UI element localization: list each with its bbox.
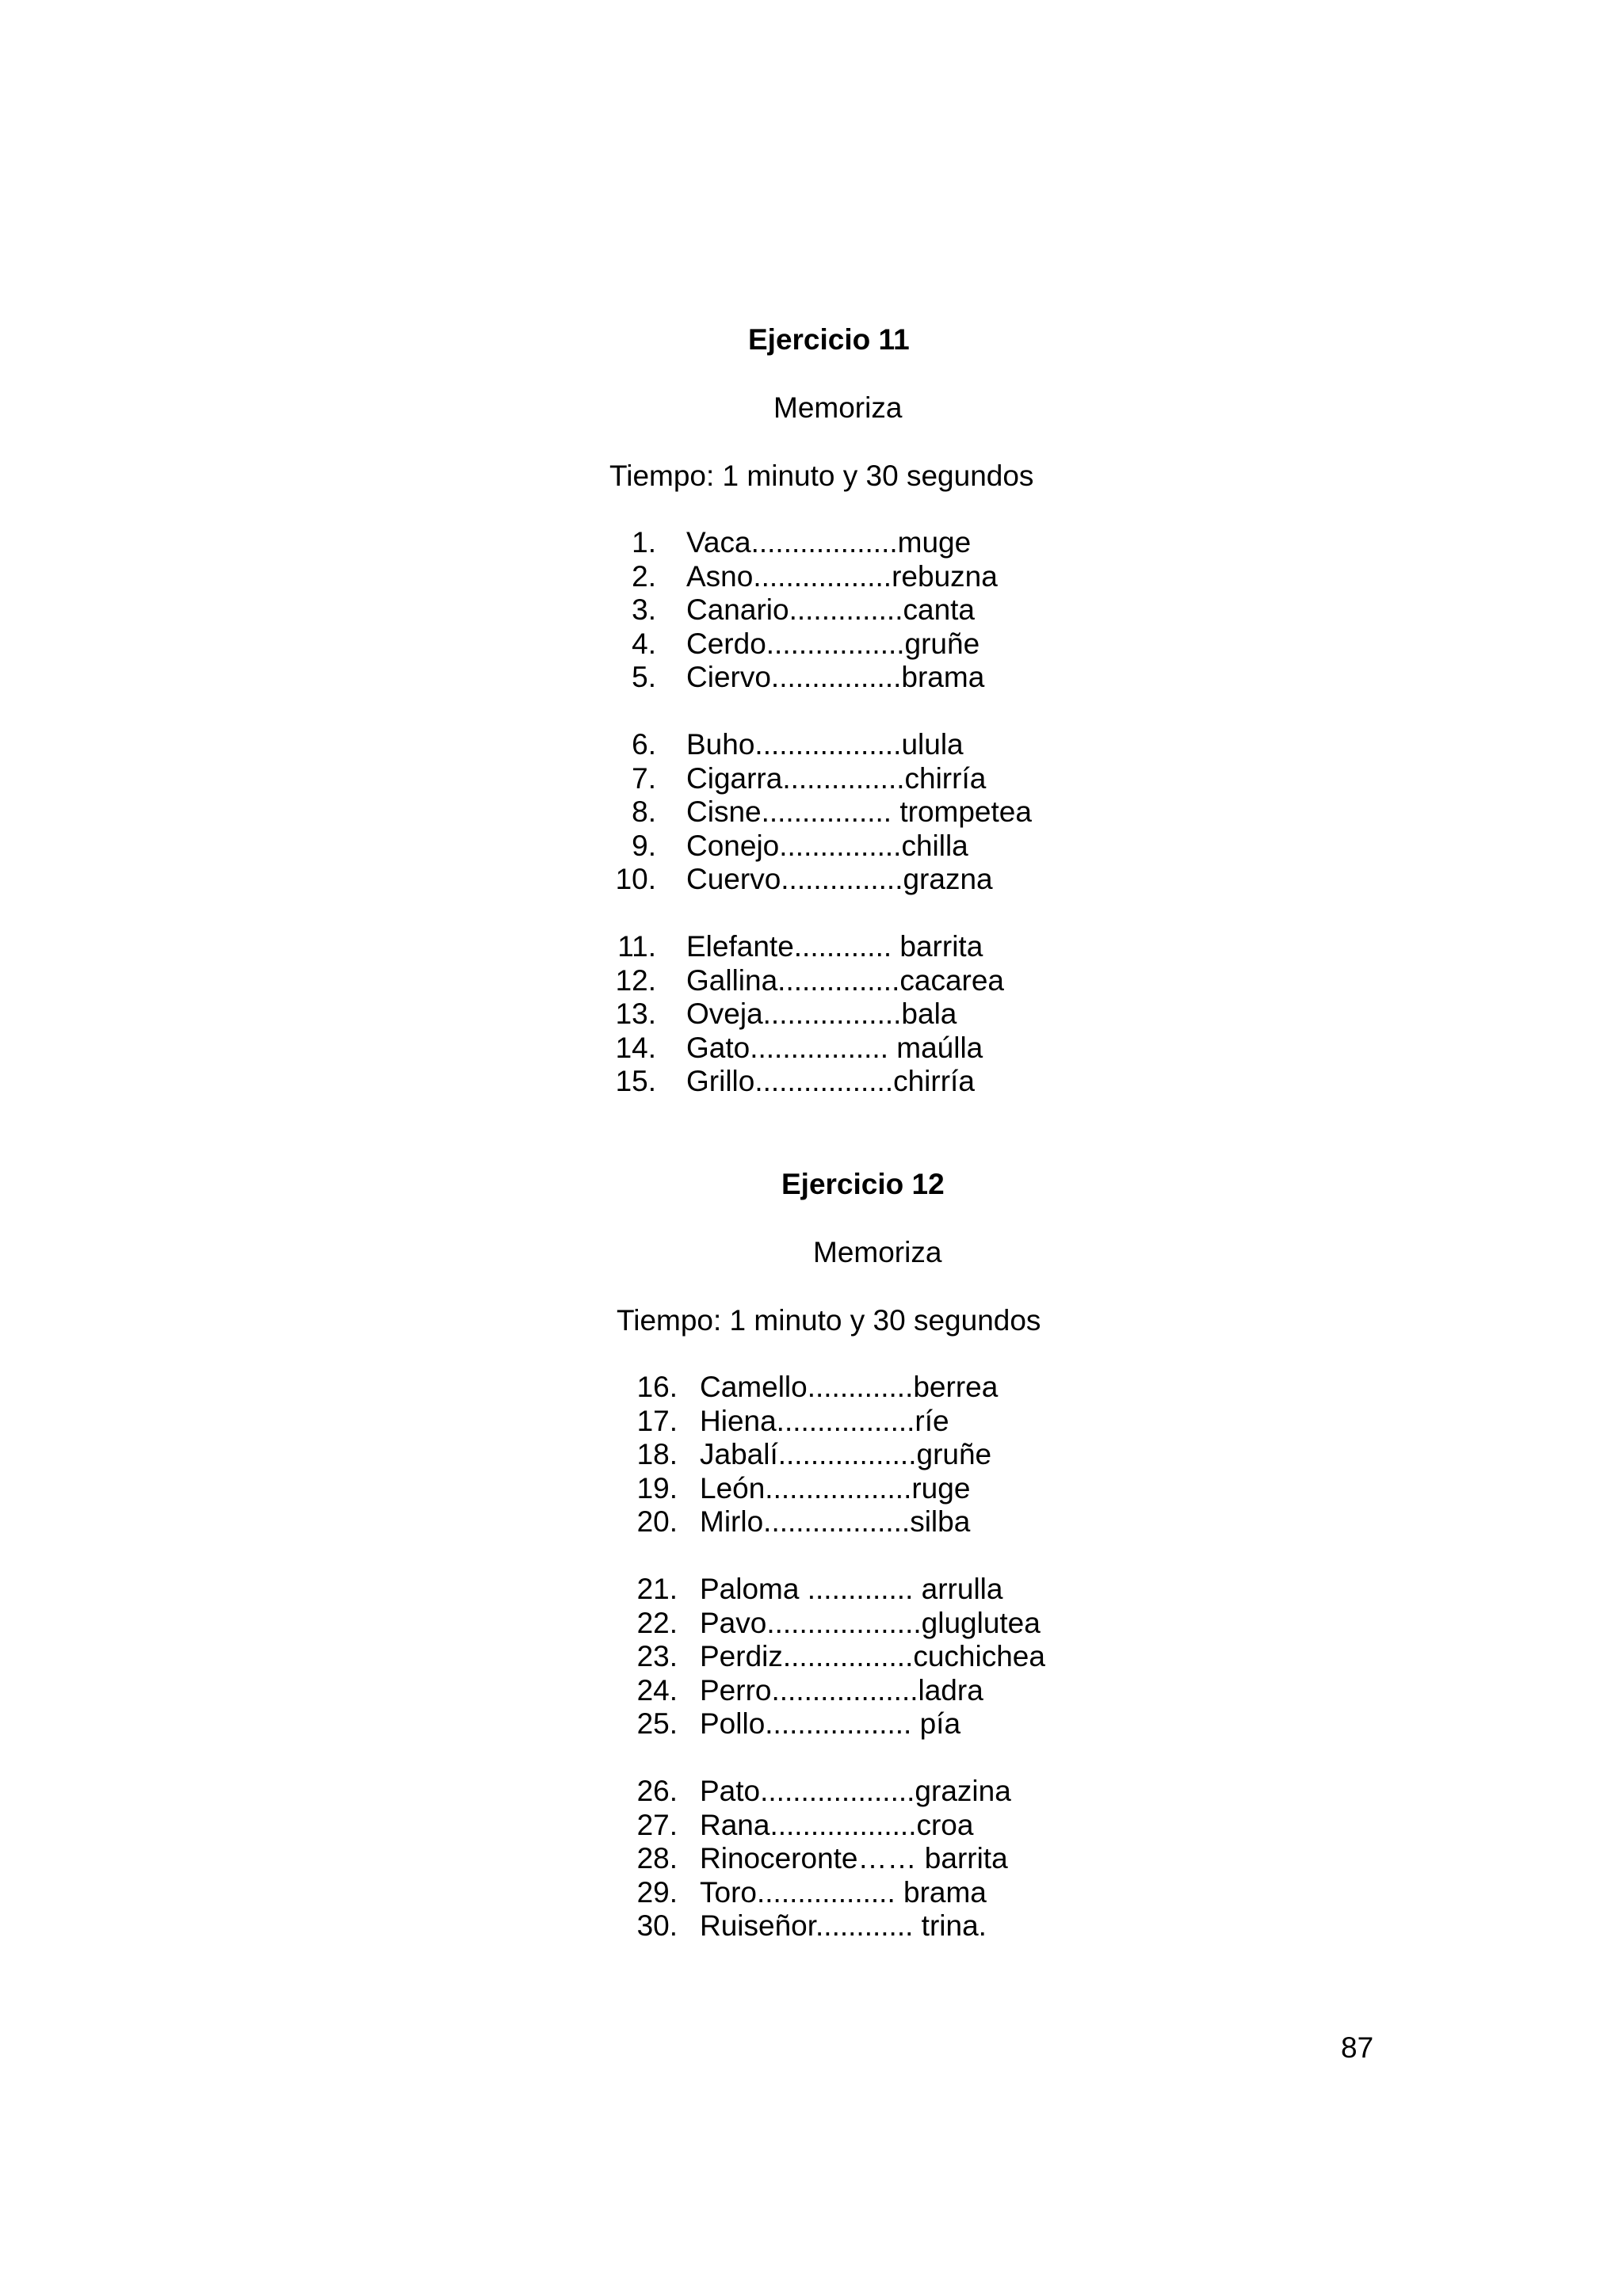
item-text: Gato................. maúlla [686, 1031, 983, 1064]
list-group [605, 1371, 1159, 1539]
item-number: 6. [632, 728, 656, 761]
list-item [605, 1707, 1159, 1741]
exercise-12-subtitle: Memoriza [813, 1236, 942, 1268]
item-number: 24. [636, 1673, 678, 1707]
item-text: Toro................. brama [700, 1875, 987, 1909]
exercise-12-list [605, 1371, 1159, 1943]
list-item [583, 795, 1138, 830]
item-text: Pollo.................. pía [700, 1707, 961, 1740]
item-number: 14. [615, 1031, 656, 1064]
item-number: 29. [636, 1875, 678, 1909]
item-number: 18. [636, 1438, 678, 1470]
item-number: 23. [636, 1640, 678, 1672]
item-number: 13. [615, 997, 656, 1030]
item-number: 3. [632, 593, 656, 626]
exercise-12-time: Tiempo: 1 minuto y 30 segundos [617, 1304, 1041, 1337]
item-text: Ciervo................brama [686, 661, 985, 693]
item-number: 21. [636, 1573, 678, 1605]
item-text: Gallina...............cacarea [686, 963, 1005, 997]
list-group [605, 1775, 1159, 1943]
item-number: 2. [632, 559, 656, 593]
item-number: 8. [632, 795, 656, 828]
list-item [605, 1505, 1159, 1539]
item-number: 15. [615, 1065, 656, 1097]
item-text: Vaca..................muge [686, 526, 972, 559]
exercise-11-time: Tiempo: 1 minuto y 30 segundos [609, 460, 1034, 492]
item-text: Cuervo...............grazna [686, 863, 993, 895]
item-number: 12. [615, 963, 656, 997]
list-item [583, 526, 1138, 560]
list-item [583, 593, 1138, 627]
item-number: 22. [636, 1606, 678, 1639]
item-text: Hiena.................ríe [700, 1404, 949, 1437]
item-text: Cigarra...............chirría [686, 761, 987, 795]
list-item [605, 1573, 1159, 1607]
item-number: 28. [636, 1842, 678, 1875]
list-item [583, 728, 1138, 762]
list-item [583, 627, 1138, 662]
list-item [583, 863, 1138, 897]
list-group [583, 930, 1138, 1099]
list-item [605, 1674, 1159, 1708]
item-text: Mirlo..................silba [700, 1505, 971, 1538]
item-text: Camello.............berrea [700, 1371, 999, 1403]
item-text: Ruiseñor............ trina. [700, 1909, 987, 1942]
list-item [605, 1607, 1159, 1641]
list-item [605, 1371, 1159, 1405]
item-text: Pato...................grazina [700, 1775, 1011, 1807]
list-item [583, 964, 1138, 998]
item-text: Grillo.................chirría [686, 1065, 975, 1097]
item-number: 11. [617, 930, 656, 963]
list-group [583, 728, 1138, 897]
item-text: Rinoceronte…… barrita [700, 1842, 1008, 1875]
item-text: Buho..................ulula [686, 728, 964, 761]
item-number: 16. [636, 1371, 678, 1403]
item-text: León..................ruge [700, 1471, 971, 1505]
list-item [583, 1032, 1138, 1066]
item-text: Paloma ............. arrulla [700, 1573, 1003, 1605]
list-item [605, 1842, 1159, 1876]
list-item [605, 1909, 1159, 1943]
list-group [605, 1573, 1159, 1741]
item-number: 1. [632, 526, 656, 559]
item-text: Cerdo.................gruñe [686, 627, 980, 660]
exercise-11-subtitle: Memoriza [773, 391, 903, 424]
item-text: Jabalí.................gruñe [700, 1438, 992, 1470]
list-item [583, 830, 1138, 864]
item-number: 19. [636, 1471, 678, 1505]
item-number: 25. [636, 1707, 678, 1740]
list-item [605, 1472, 1159, 1506]
item-text: Cisne................ trompetea [686, 795, 1032, 828]
item-text: Rana..................croa [700, 1808, 974, 1841]
list-item [605, 1876, 1159, 1910]
list-group [583, 526, 1138, 695]
item-text: Perro..................ladra [700, 1673, 983, 1707]
item-text: Oveja.................bala [686, 997, 957, 1030]
item-text: Perdiz................cuchichea [700, 1640, 1045, 1672]
list-item [583, 930, 1138, 964]
item-text: Canario..............canta [686, 593, 976, 626]
item-text: Pavo...................gluglutea [700, 1606, 1041, 1639]
item-number: 5. [632, 661, 656, 693]
list-item [605, 1405, 1159, 1439]
item-number: 26. [636, 1775, 678, 1807]
item-number: 4. [632, 627, 656, 660]
item-text: Conejo...............chilla [686, 829, 968, 862]
list-item [605, 1775, 1159, 1809]
item-number: 27. [636, 1808, 678, 1841]
item-number: 9. [632, 829, 656, 862]
item-number: 10. [615, 863, 656, 895]
item-number: 20. [636, 1505, 678, 1538]
list-item [583, 762, 1138, 796]
list-item [605, 1438, 1159, 1472]
item-number: 7. [632, 761, 656, 795]
list-item [605, 1809, 1159, 1843]
list-item [605, 1640, 1159, 1674]
item-text: Asno.................rebuzna [686, 559, 998, 593]
item-text: Elefante............ barrita [686, 930, 983, 963]
exercise-11-title: Ejercicio 11 [748, 323, 910, 356]
exercise-11-list [583, 526, 1138, 1099]
list-item [583, 560, 1138, 594]
item-number: 17. [636, 1404, 678, 1437]
exercise-12-title: Ejercicio 12 [781, 1168, 945, 1200]
list-item [583, 997, 1138, 1032]
item-number: 30. [636, 1909, 678, 1942]
page-number: 87 [1341, 2031, 1374, 2064]
list-item [583, 1065, 1138, 1099]
list-item [583, 661, 1138, 695]
